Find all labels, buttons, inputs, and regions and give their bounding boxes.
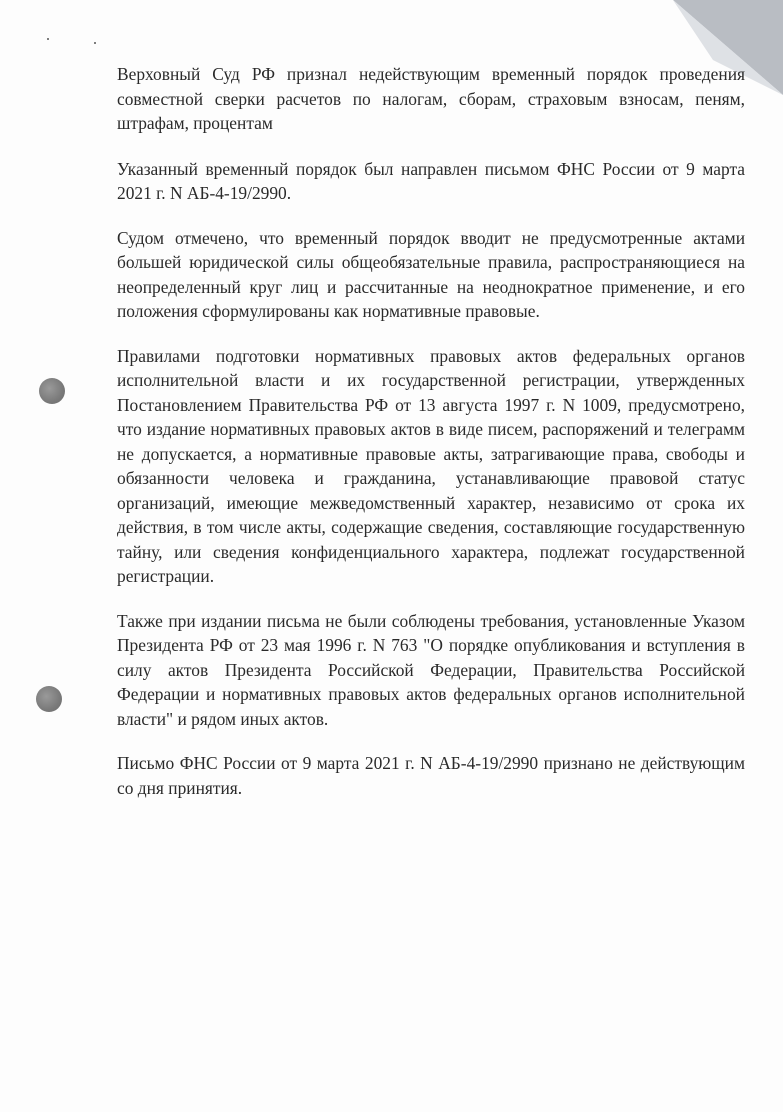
paragraph-ruling: Верховный Суд РФ признал недействующим временный порядок проведения совместной сверки расчетов по налогам, сборам, страховым взносам, пеням, штрафам, процентам — [117, 64, 745, 133]
scan-speck — [47, 38, 49, 40]
punch-hole — [36, 686, 62, 712]
scan-speck — [94, 42, 96, 44]
paragraph-registration-rules: Правилами подготовки нормативных правовых актов федеральных органов исполнительной власти и их государственной регистрации, утвержденных Постановлением Правительства РФ от 13 августа 1997 г. N 1009, предусмотрено, что издание нормативных правовых актов в виде писем, распоряжений и телеграмм не допускается, а нормативные правовые акты, затрагивающие права, свободы и обязанности человека и гражданина, устанавливающие правовой статус организаций, имеющие межведомственный характер, независимо от срока их действия, в том числе акты, содержащие сведения, составляющие государственную тайну, или сведения конфиденциального характера, подлежат государственной регистрации. — [117, 345, 745, 586]
punch-hole — [39, 378, 65, 404]
paragraph-court-note: Судом отмечено, что временный порядок вводит не предусмотренные актами большей юридической силы общеобязательные правила, распространяющиеся на неопределенный круг лиц и рассчитанные на неоднократное применение, и его положения сформулированы как нормативные правовые. — [117, 227, 745, 321]
document-body — [117, 62, 745, 820]
paragraph-letter-reference: Указанный временный порядок был направлен письмом ФНС России от 9 марта 2021 г. N АБ-4-19/2990. — [117, 158, 745, 203]
paragraph-conclusion: Письмо ФНС России от 9 марта 2021 г. N АБ-4-19/2990 признано не действующим со дня принятия. — [117, 753, 745, 798]
paragraph-decree-requirements: Также при издании письма не были соблюдены требования, установленные Указом Президента РФ от 23 мая 1996 г. N 763 "О порядке опубликования и вступления в силу актов Президента Российской Федерации, Правительства Российской Федерации и нормативных правовых актов федеральных органов исполнительной власти" и рядом иных актов. — [117, 610, 745, 729]
